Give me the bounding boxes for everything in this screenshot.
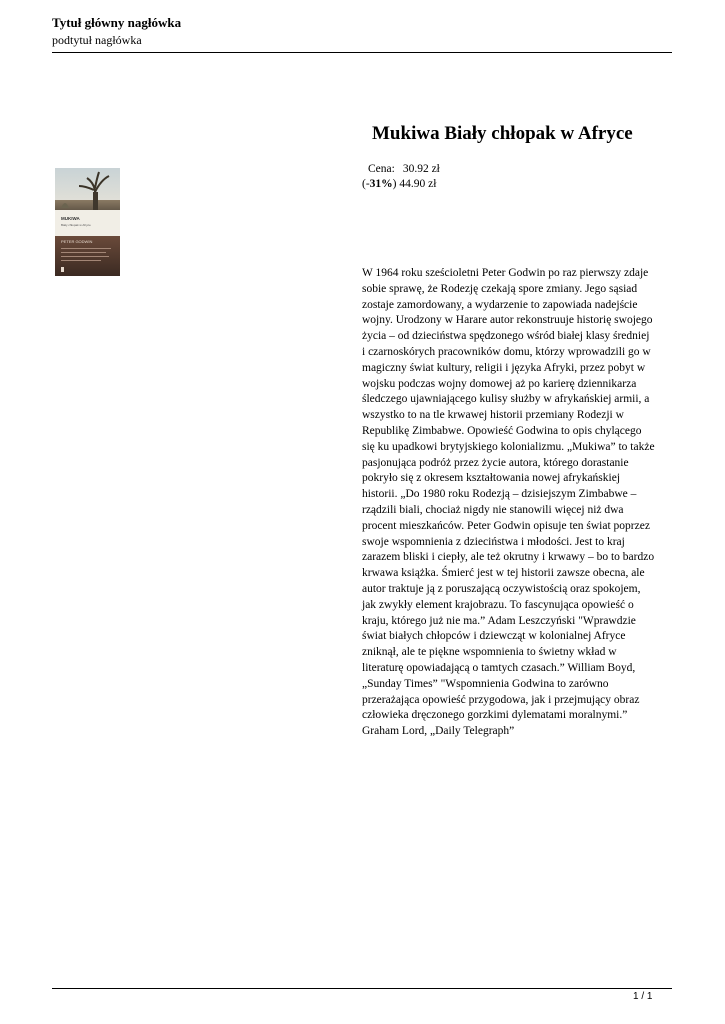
description-line: zostaje zamordowany, a wydarzenie to zapowiada nadejście (362, 298, 638, 311)
description-line: literaturę opowiadającą o tamtych czasach.” William Boyd, (362, 661, 636, 674)
current-price-line (362, 162, 440, 177)
description-line: wszystko to na tle krwawej historii przemiany Rodezji w (362, 409, 624, 422)
description-line: rządzili biali, chociaż nigdy nie stanowili więcej niż dwa (362, 503, 624, 516)
description-line: śledczego ujawniającego kulisy służby w afrykańskiej armii, a (362, 393, 650, 406)
book-description (362, 266, 680, 740)
svg-text:PETER GODWIN: PETER GODWIN (61, 239, 93, 244)
description-line: i czarnoskórych pracowników domu, którzy wprowadzili go w (362, 345, 651, 358)
description-line: sobie sprawę, że Rodezję czekają spore zmiany. Jego sąsiad (362, 282, 638, 295)
svg-text:MUKIWA: MUKIWA (61, 216, 80, 221)
description-line: W 1964 roku sześcioletni Peter Godwin po raz pierwszy zdaje (362, 267, 649, 279)
current-price: 30.92 zł (402, 163, 440, 175)
original-price: 44.90 zł (399, 178, 437, 190)
page-number: 1 / 1 (633, 991, 653, 1002)
description-line: pasjonująca podróż przez życie autora, którego dorastanie (362, 456, 629, 469)
description-line: wojsku podczas wojny domowej aż po karierę dziennikarza (362, 377, 637, 390)
discount-percent: 31% (369, 178, 393, 190)
description-line: historii. „Do 1980 roku Rodezją – dzisiejszym Zimbabwe – (362, 488, 637, 501)
discount-open: (- (362, 178, 370, 190)
book-cover-image (55, 168, 120, 276)
price-label: Cena: (368, 163, 395, 175)
description-line: Republikę Zimbabwe. Opowieść Godwina to opis chylącego (362, 424, 642, 437)
book-title: Mukiwa Biały chłopak w Afryce (372, 123, 633, 144)
header-divider (52, 52, 672, 53)
discount-close: ) (392, 178, 397, 190)
svg-text:Biały chłopak w Afryce: Biały chłopak w Afryce (61, 223, 91, 227)
header-subtitle: podtytuł nagłówka (52, 33, 142, 47)
description-line: magiczny świat kultury, religii i języka Afryki, przez pobyt w (362, 361, 646, 374)
description-line: jak zwykły element krajobrazu. To fascynująca opowieść o (362, 598, 634, 611)
description-line: wojny. Urodzony w Harare autor rekonstruuje historię swojego (362, 314, 653, 327)
header-title: Tytuł główny nagłówka (52, 15, 182, 30)
description-line: Graham Lord, „Daily Telegraph” (362, 725, 515, 738)
description-line: kraju, którego już nie ma.” Adam Leszczyński "Wprawdzie (362, 614, 636, 627)
description-line: procent mieszkańców. Peter Godwin opisuje ten świat poprzez (362, 519, 650, 532)
description-line: swoje wspomnienia z dzieciństwa i młodości. Jest to kraj (362, 535, 625, 548)
footer-divider (52, 988, 672, 989)
discount-line (362, 177, 440, 192)
description-line: świat białych chłopców i dziewcząt w kolonialnej Afryce (362, 630, 626, 643)
description-line: człowieka dręczonego gorzkimi dylematami moralnymi.” (362, 709, 628, 722)
description-line: „Sunday Times” "Wspomnienia Godwina to zarówno (362, 677, 609, 690)
description-line: zarazem bliski i ciepły, ale też okrutny i krwawy – bo to bardzo (362, 551, 655, 564)
description-line: krwawa książka. Śmierć jest w tej historii zawsze obecna, ale (362, 567, 645, 580)
price-block (362, 162, 440, 192)
description-line: pokryło się z okresem kształtowania nowej afrykańskiej (362, 472, 621, 485)
description-line: się ku upadkowi brytyjskiego kolonializmu. „Mukiwa” to także (362, 440, 655, 453)
description-line: zniknął, ale te piękne wspomnienia to świetny wkład w (362, 646, 617, 659)
description-line: życia – od dzieciństwa spędzonego wśród białej klasy średniej (362, 330, 650, 343)
description-line: autor traktuje ją z poruszającą oczywistością oraz spokojem, (362, 582, 641, 595)
page-header (52, 14, 672, 48)
description-line: przerażająca opowieść przygodowa, jak i przejmujący obraz (362, 693, 640, 706)
